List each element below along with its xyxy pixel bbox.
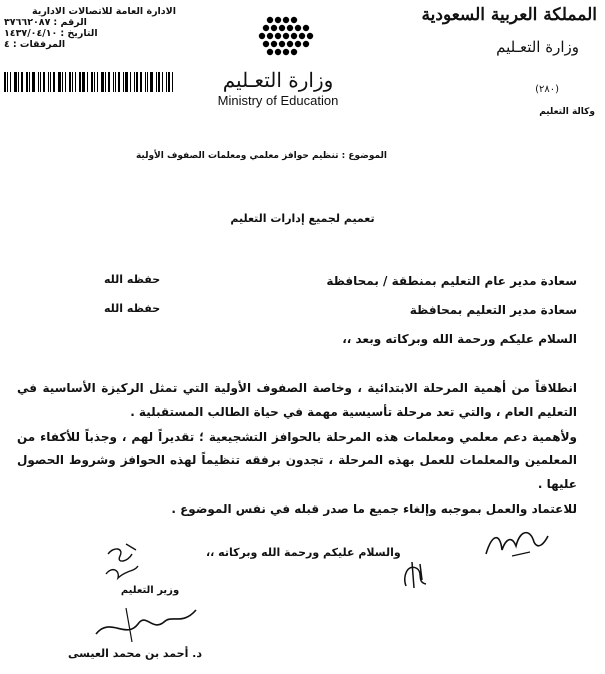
barcode-bar (26, 72, 28, 92)
barcode-bar (113, 72, 114, 92)
barcode-bar (150, 72, 153, 92)
barcode-bar (82, 72, 85, 92)
logo-english-text: Ministry of Education (217, 93, 339, 108)
barcode-bar (14, 72, 17, 92)
barcode-bar (65, 72, 66, 92)
barcode-bar (53, 72, 55, 92)
barcode-bar (48, 72, 49, 92)
salutation-2: سعادة مدير التعليم بمحافظة (409, 303, 577, 317)
ministry-name: وزارة التعـليم (496, 38, 579, 56)
barcode-bar (91, 72, 93, 92)
barcode-bar (172, 72, 173, 92)
barcode-bar (118, 72, 120, 92)
barcode-bar (43, 72, 45, 92)
barcode-bar (40, 72, 41, 92)
barcode-bar (162, 72, 163, 92)
date-value: ١٤٣٧/٠٤/١٠ (4, 28, 58, 39)
kingdom-name: المملكة العربية السعودية (421, 5, 597, 25)
subject-line: الموضوع : تنظيم حوافز معلمي ومعلمات الصفوف الأولية (135, 151, 387, 161)
ref-value: ٣٧٦٦٢٠٨٧ (4, 17, 51, 28)
ministry-logo (208, 12, 348, 108)
barcode-bar (115, 72, 116, 92)
ref-row (4, 17, 176, 28)
barcode-bar (147, 72, 148, 92)
body-paragraph: ولأهمية دعم معلمي ومعلمات هذه المرحلة بالحوافز التشجيعية ؛ تقديراً لهم ، وجذباً للأكفاء من المعلمين والمعلمات للعمل بهذه المرحلة ، تجدون برفقه تنظيماً لهذه الحوافز وشروط الحصول عليها . (17, 429, 577, 491)
date-row (4, 28, 176, 39)
barcode-bar (105, 72, 106, 92)
barcode-bar (140, 72, 142, 92)
dept-name: الادارة العامة للاتصالات الادارية (31, 6, 176, 17)
logo-arabic-text: وزارة التعـليم (222, 68, 334, 92)
signature-title: وزير التعليم (120, 585, 180, 596)
barcode-bar (75, 72, 76, 92)
barcode-bar (94, 72, 95, 92)
barcode-bar (168, 72, 170, 92)
signature-icon (86, 596, 206, 646)
barcode-bar (21, 72, 23, 92)
handwritten-mark-icon (398, 558, 434, 592)
barcode-bar (4, 72, 6, 92)
ref-label: الرقم : (53, 17, 87, 28)
barcode-bar (38, 72, 39, 92)
body-paragraph: انطلاقاً من أهمية المرحلة الابتدائية ، وخاصة الصفوف الأولية التي تمثل الركيزة الأساسية في التعليم العام ، والتي تعد مرحلة تأسيسية مهمة في حياة الطالب المستقبلية . (17, 381, 577, 419)
signatory-name: د. أحمد بن محمد العيسى (68, 647, 202, 660)
logo-dots-icon (208, 12, 348, 62)
date-label: التاريخ : (60, 28, 98, 39)
barcode-bar (87, 72, 88, 92)
barcode-bar (50, 72, 51, 92)
barcode-bar (158, 72, 160, 92)
letter-body (17, 377, 577, 523)
barcode-bar (134, 72, 135, 92)
barcode-bar (125, 72, 128, 92)
barcode-bar (10, 72, 11, 92)
barcode-bar (29, 72, 30, 92)
honorific-2: حفظه الله (104, 302, 161, 315)
closing-line: والسلام عليكم ورحمة الله وبركاته ،، (206, 546, 401, 559)
attach-label: المرفقات : (12, 39, 66, 50)
attach-row (4, 39, 176, 50)
barcode-bar (166, 72, 167, 92)
communications-stamp (4, 6, 176, 50)
handwritten-annotation-icon (96, 540, 146, 588)
barcode-bar (101, 72, 104, 92)
barcode-bar (79, 72, 81, 92)
barcode (4, 72, 176, 92)
honorific-1: حفظه الله (104, 273, 161, 286)
barcode-bar (123, 72, 124, 92)
barcode-bar (145, 72, 146, 92)
barcode-bar (58, 72, 61, 92)
circular-title: تعميم لجميع إدارات التعليم (230, 212, 375, 225)
barcode-bar (32, 72, 35, 92)
barcode-bar (156, 72, 157, 92)
agency-name: وكالة التعليم (539, 107, 595, 117)
barcode-bar (69, 72, 71, 92)
barcode-bar (7, 72, 8, 92)
barcode-bar (136, 72, 138, 92)
barcode-bar (108, 72, 110, 92)
barcode-bar (18, 72, 19, 92)
greeting: السلام عليكم ورحمة الله وبركاته وبعد ،، (342, 332, 577, 346)
reference-code: (٢٨٠) (535, 84, 559, 95)
barcode-bar (72, 72, 73, 92)
barcode-bar (130, 72, 131, 92)
attach-value: ٤ (4, 39, 10, 50)
barcode-bar (97, 72, 98, 92)
handwritten-initial-icon (482, 524, 552, 564)
salutation-1: سعادة مدير عام التعليم بمنطقة / بمحافظة (326, 274, 577, 288)
body-paragraph: للاعتماد والعمل بموجبه وإلغاء جميع ما صدر قبله في نفس الموضوع . (171, 501, 577, 516)
barcode-bar (62, 72, 63, 92)
letterhead-right (421, 4, 597, 117)
